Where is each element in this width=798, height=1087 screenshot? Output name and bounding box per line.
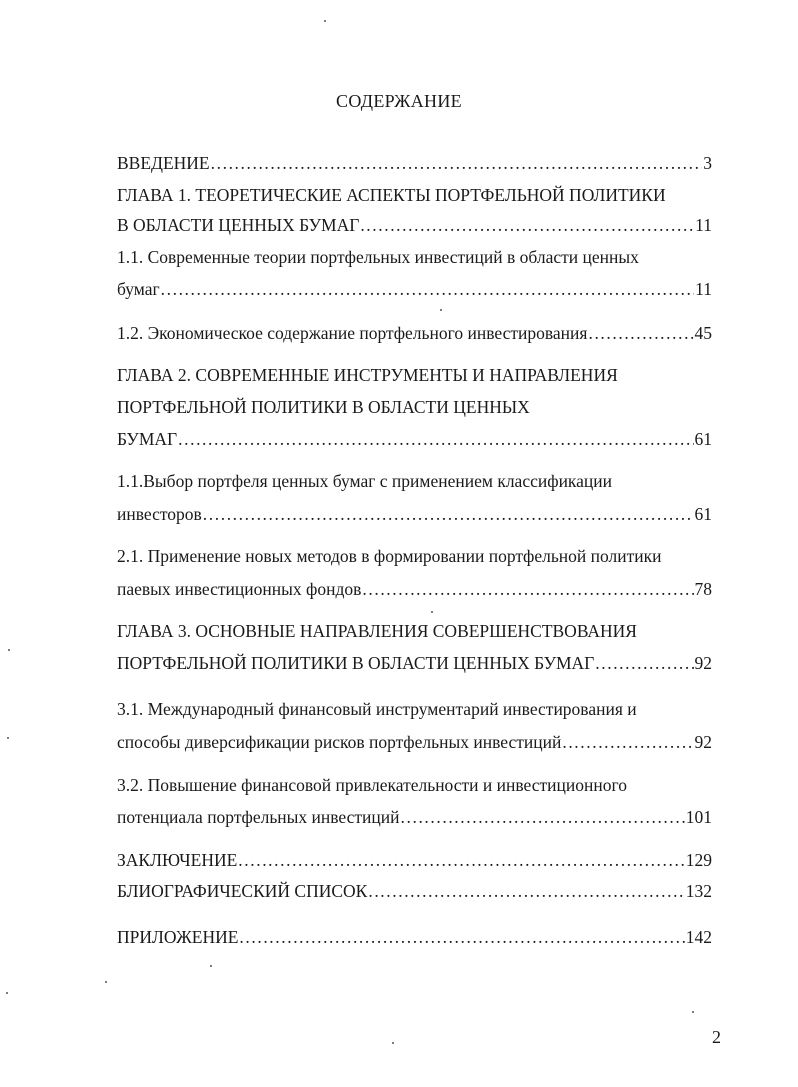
leader-dots (362, 578, 693, 600)
toc-page-number: 11 (695, 215, 712, 235)
toc-section-2-1b[interactable] (117, 578, 712, 600)
toc-section-3-2-line-1[interactable]: 3.2. Повышение финансовой привлекательности и инвестиционного (117, 775, 627, 795)
scan-speck (324, 20, 326, 22)
toc-section-2-1a[interactable] (117, 503, 712, 525)
toc-label: бумаг (117, 279, 160, 299)
toc-label: БУМАГ (117, 429, 178, 449)
toc-page-number: 92 (694, 653, 712, 673)
toc-entry-intro[interactable] (117, 152, 712, 174)
toc-label: инвесторов (117, 504, 202, 524)
scan-speck (105, 981, 107, 983)
scan-speck (440, 309, 442, 311)
toc-page-number: 61 (694, 429, 712, 449)
toc-label: ПРИЛОЖЕНИЕ (117, 927, 239, 947)
toc-page-number: 129 (685, 850, 712, 870)
toc-section-3-2[interactable] (117, 806, 712, 828)
scan-speck (392, 1042, 394, 1044)
scan-speck (210, 965, 212, 967)
leader-dots (161, 278, 694, 300)
toc-page-number: 3 (703, 153, 712, 173)
toc-label: БЛИОГРАФИЧЕСКИЙ СПИСОК (117, 881, 368, 901)
leader-dots (211, 152, 703, 174)
toc-label: ПОРТФЕЛЬНОЙ ПОЛИТИКИ В ОБЛАСТИ ЦЕННЫХ БУМАГ (117, 653, 595, 673)
toc-label: 1.2. Экономическое содержание портфельного инвестирования (117, 323, 588, 343)
toc-label: паевых инвестиционных фондов (117, 579, 362, 599)
leader-dots (401, 806, 685, 828)
toc-label: ЗАКЛЮЧЕНИЕ (117, 850, 238, 870)
toc-chapter-2-line-1[interactable]: ГЛАВА 2. СОВРЕМЕННЫЕ ИНСТРУМЕНТЫ И НАПРАВЛЕНИЯ (117, 365, 618, 385)
toc-page-number: 45 (694, 323, 712, 343)
toc-page-number: 142 (685, 927, 712, 947)
toc-label: потенциала портфельных инвестиций (117, 807, 400, 827)
toc-page-number: 92 (694, 732, 712, 752)
toc-entry-conclusion[interactable] (117, 849, 712, 871)
toc-page-number: 78 (694, 579, 712, 599)
leader-dots (360, 214, 694, 236)
scan-speck (8, 649, 10, 651)
toc-label: способы диверсификации рисков портфельных инвестиций (117, 732, 562, 752)
toc-entry-bibliography[interactable] (117, 880, 712, 902)
toc-section-2-1a-line-1[interactable]: 1.1.Выбор портфеля ценных бумаг с применением классификации (117, 471, 613, 491)
leader-dots (178, 428, 693, 450)
toc-label: В ОБЛАСТИ ЦЕННЫХ БУМАГ (117, 215, 360, 235)
scan-speck (692, 1011, 694, 1013)
toc-chapter-1-line-1[interactable]: ГЛАВА 1. ТЕОРЕТИЧЕСКИЕ АСПЕКТЫ ПОРТФЕЛЬНОЙ ПОЛИТИКИ (117, 185, 666, 205)
toc-chapter-2[interactable] (117, 428, 712, 450)
scan-speck (7, 737, 9, 739)
toc-page-number: 132 (685, 881, 712, 901)
leader-dots (588, 322, 693, 344)
toc-page-number: 11 (695, 279, 712, 299)
page-title: СОДЕРЖАНИЕ (336, 91, 462, 111)
toc-page-number: 101 (685, 807, 712, 827)
toc-entry-appendix[interactable] (117, 926, 712, 948)
leader-dots (203, 503, 694, 525)
leader-dots (238, 849, 684, 871)
toc-section-1-1[interactable] (117, 278, 712, 300)
scan-speck (431, 611, 433, 613)
leader-dots (239, 926, 684, 948)
toc-page-number: 61 (694, 504, 712, 524)
toc-section-3-1[interactable] (117, 731, 712, 753)
leader-dots (595, 652, 693, 674)
toc-chapter-2-line-2[interactable]: ПОРТФЕЛЬНОЙ ПОЛИТИКИ В ОБЛАСТИ ЦЕННЫХ (117, 397, 530, 417)
toc-section-1-1-line-1[interactable]: 1.1. Современные теории портфельных инвестиций в области ценных (117, 247, 639, 267)
toc-label: ВВЕДЕНИЕ (117, 153, 210, 173)
toc-section-2-1b-line-1[interactable]: 2.1. Применение новых методов в формировании портфельной политики (117, 546, 662, 566)
leader-dots (368, 880, 684, 902)
toc-chapter-3-line-1[interactable]: ГЛАВА 3. ОСНОВНЫЕ НАПРАВЛЕНИЯ СОВЕРШЕНСТВОВАНИЯ (117, 621, 637, 641)
toc-chapter-3[interactable] (117, 652, 712, 674)
toc-chapter-1[interactable] (117, 214, 712, 236)
toc-section-3-1-line-1[interactable]: 3.1. Международный финансовый инструментарий инвестирования и (117, 699, 637, 719)
scan-speck (6, 992, 8, 994)
toc-section-1-2[interactable] (117, 322, 712, 344)
page-number: 2 (712, 1027, 721, 1047)
leader-dots (562, 731, 693, 753)
